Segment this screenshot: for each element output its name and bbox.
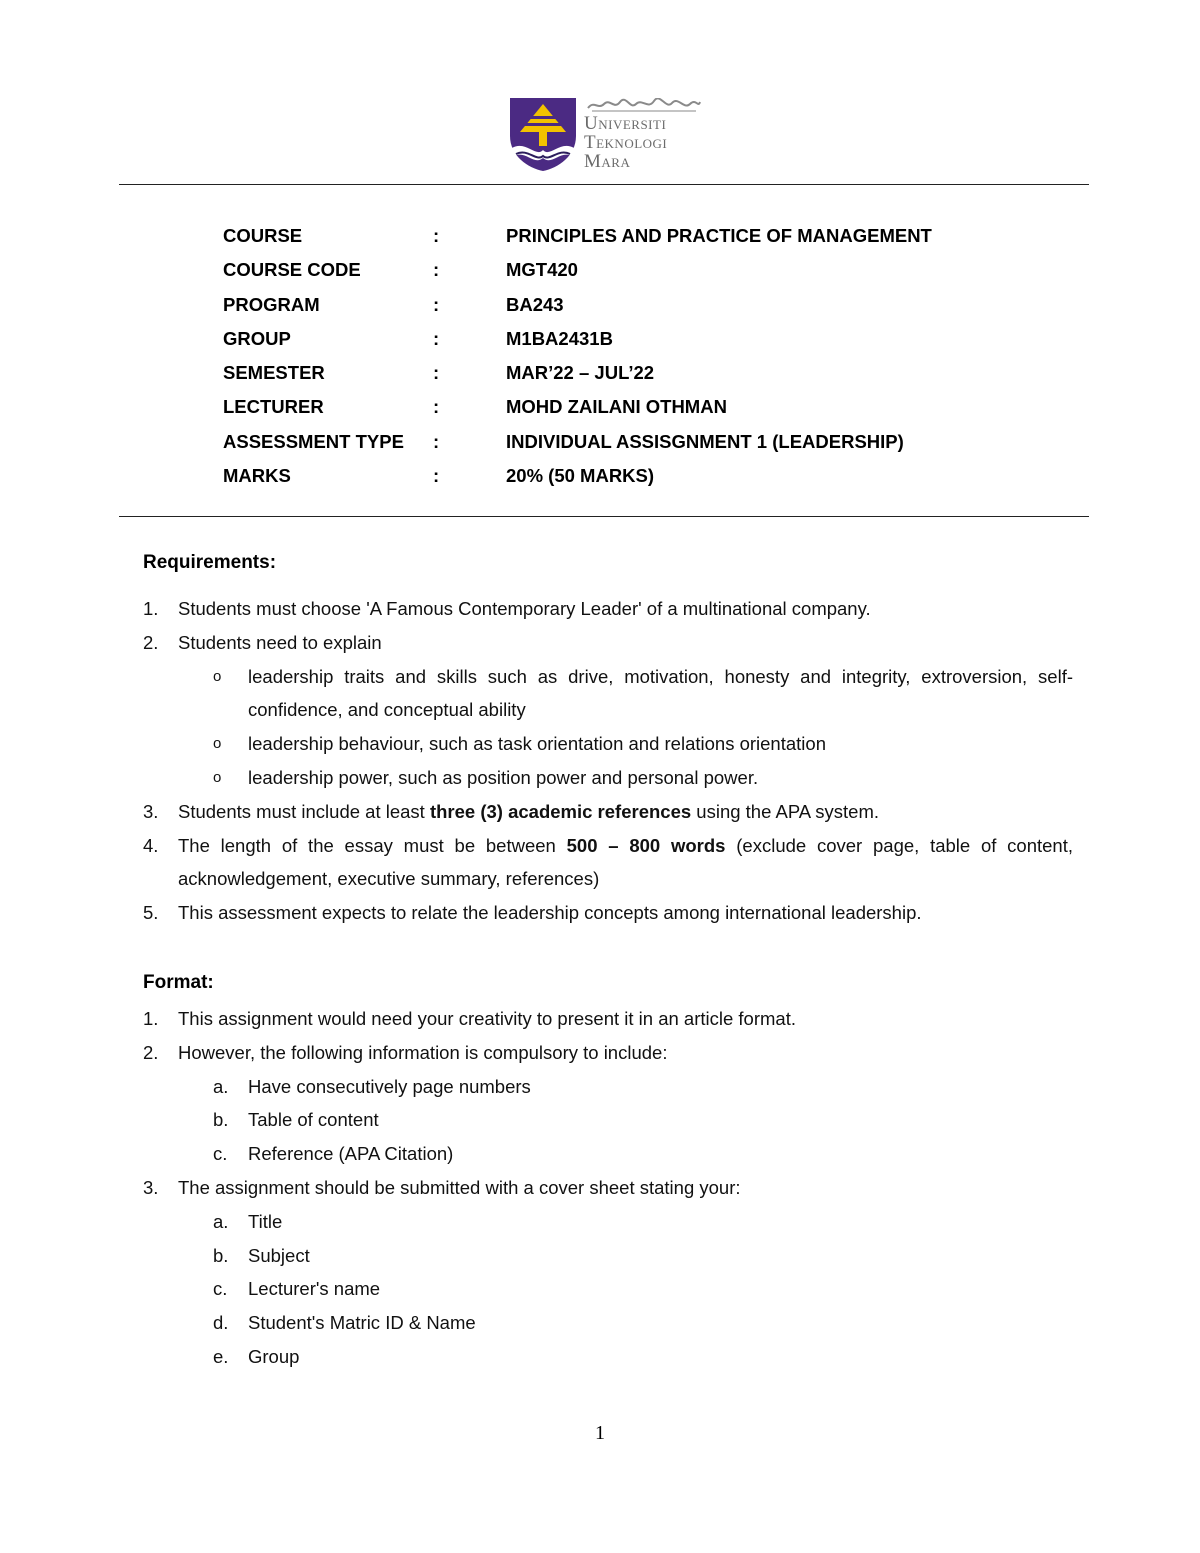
sub-item — [143, 1306, 1073, 1340]
info-row-assessment-type — [223, 426, 1083, 460]
info-value: BA243 — [506, 293, 564, 315]
item-text-pre: The length of the essay must be between — [178, 834, 567, 856]
list-item — [143, 896, 1073, 930]
sub-item — [143, 1272, 1073, 1306]
sub-item-text: Student's Matric ID & Name — [248, 1312, 476, 1334]
page-number: 1 — [595, 1422, 605, 1444]
item-text-bold: three (3) academic references — [429, 800, 692, 822]
bullet-mark: o — [213, 768, 222, 786]
bullet-text: leadership traits and skills such as drive, motivation, honesty and integrity, extroversion, self-confidence, and conceptual ability — [248, 665, 1073, 721]
sub-item — [143, 1103, 1073, 1137]
format-list — [143, 1002, 1073, 1374]
item-number: 1. — [143, 598, 159, 619]
item-text — [178, 795, 879, 829]
info-value: PRINCIPLES AND PRACTICE OF MANAGEMENT — [506, 225, 932, 246]
info-separator: : — [433, 362, 440, 384]
item-text: This assignment would need your creativity to present it in an article format. — [178, 1008, 796, 1029]
sub-item-mark: b. — [213, 1244, 229, 1266]
info-row-group — [223, 323, 1083, 357]
item-text-post: using the APA system. — [691, 800, 879, 822]
bullet-text: leadership behaviour, such as task orientation and relations orientation — [248, 733, 826, 755]
sub-item — [143, 1340, 1073, 1374]
sub-item-mark: e. — [213, 1345, 229, 1367]
sub-item-mark: d. — [213, 1312, 229, 1334]
uitm-crest-icon — [506, 96, 580, 172]
sub-item-text: Table of content — [248, 1109, 379, 1131]
info-row-lecturer — [223, 391, 1083, 425]
item-number: 2. — [143, 1041, 159, 1063]
logo-word-3: Mara — [584, 151, 631, 172]
info-separator: : — [433, 430, 440, 452]
item-text: Students need to explain — [178, 631, 382, 653]
sub-item-mark: c. — [213, 1278, 228, 1300]
list-item — [143, 1036, 1073, 1070]
logo-word-2: Teknologi — [584, 132, 668, 153]
info-row-program — [223, 289, 1083, 323]
sub-item-mark: a. — [213, 1210, 229, 1232]
info-key: COURSE CODE — [223, 259, 361, 281]
info-separator: : — [433, 465, 440, 487]
sub-item — [143, 1137, 1073, 1171]
list-item — [143, 1171, 1073, 1205]
info-value: INDIVIDUAL ASSISGNMENT 1 (LEADERSHIP) — [506, 430, 904, 452]
info-row-semester — [223, 357, 1083, 391]
course-info-table — [223, 220, 1083, 494]
info-row-marks — [223, 460, 1083, 494]
item-number: 4. — [143, 834, 159, 856]
sub-item-text: Group — [248, 1345, 300, 1367]
requirements-heading: Requirements: — [143, 552, 277, 573]
item-number: 3. — [143, 1176, 159, 1198]
item-text-post: (exclude cover page, table of content, acknowledgement, executive summary, references) — [178, 834, 1074, 890]
sub-item — [143, 1070, 1073, 1104]
sub-item-mark: c. — [213, 1143, 228, 1165]
uitm-logo — [506, 96, 702, 172]
bullet-text: leadership power, such as position power and personal power. — [248, 766, 759, 788]
requirements-list — [143, 592, 1073, 930]
info-separator: : — [433, 327, 440, 349]
info-key: COURSE — [223, 225, 303, 246]
bullet-item — [143, 660, 1073, 728]
bullet-item — [143, 761, 1073, 795]
info-key: LECTURER — [223, 396, 324, 418]
item-text: However, the following information is compulsory to include: — [178, 1041, 668, 1063]
info-row-course — [223, 220, 1083, 254]
sub-item — [143, 1205, 1073, 1239]
list-item — [143, 626, 1073, 660]
info-key: ASSESSMENT TYPE — [223, 430, 404, 452]
logo-word-1: Universiti — [584, 113, 667, 134]
format-heading: Format: — [143, 972, 214, 993]
info-separator: : — [433, 293, 440, 315]
sub-item-text: Lecturer's name — [248, 1278, 381, 1300]
bottom-divider — [119, 516, 1089, 517]
info-value: MGT420 — [506, 259, 578, 281]
list-item — [143, 592, 1073, 626]
top-divider — [119, 184, 1089, 185]
sub-item-text: Subject — [248, 1244, 310, 1266]
info-key: SEMESTER — [223, 362, 325, 384]
bullet-mark: o — [213, 735, 222, 753]
info-value: 20% (50 MARKS) — [506, 465, 655, 487]
info-value: MAR’22 – JUL’22 — [506, 362, 655, 384]
item-number: 3. — [143, 800, 159, 822]
list-item — [143, 829, 1073, 897]
list-item — [143, 1002, 1073, 1036]
info-row-course-code — [223, 254, 1083, 288]
sub-item-text: Have consecutively page numbers — [248, 1075, 531, 1097]
info-separator: : — [433, 396, 440, 418]
info-value: MOHD ZAILANI OTHMAN — [506, 396, 727, 418]
item-text-bold: 500 – 800 words — [566, 834, 726, 856]
list-item — [143, 795, 1073, 829]
item-text — [178, 829, 1073, 897]
sub-item-mark: b. — [213, 1109, 229, 1131]
item-number: 5. — [143, 902, 159, 924]
info-separator: : — [433, 259, 440, 281]
info-key: GROUP — [223, 327, 291, 349]
item-text: Students must choose 'A Famous Contemporary Leader' of a multinational company. — [178, 598, 871, 619]
item-text: The assignment should be submitted with a cover sheet stating your: — [178, 1176, 741, 1198]
info-key: MARKS — [223, 465, 291, 487]
info-separator: : — [433, 225, 440, 246]
jawi-script-logo-text — [586, 98, 702, 112]
sub-item — [143, 1239, 1073, 1273]
sub-item-text: Title — [248, 1210, 283, 1232]
item-text-pre: Students must include at least — [178, 800, 430, 822]
sub-item-text: Reference (APA Citation) — [248, 1143, 454, 1165]
info-key: PROGRAM — [223, 293, 320, 315]
info-value: M1BA2431B — [506, 327, 613, 349]
item-number: 1. — [143, 1008, 159, 1029]
item-number: 2. — [143, 631, 159, 653]
bullet-item — [143, 727, 1073, 761]
bullet-mark: o — [213, 667, 222, 685]
item-text: This assessment expects to relate the leadership concepts among international leadership. — [178, 902, 922, 924]
sub-item-mark: a. — [213, 1075, 229, 1097]
